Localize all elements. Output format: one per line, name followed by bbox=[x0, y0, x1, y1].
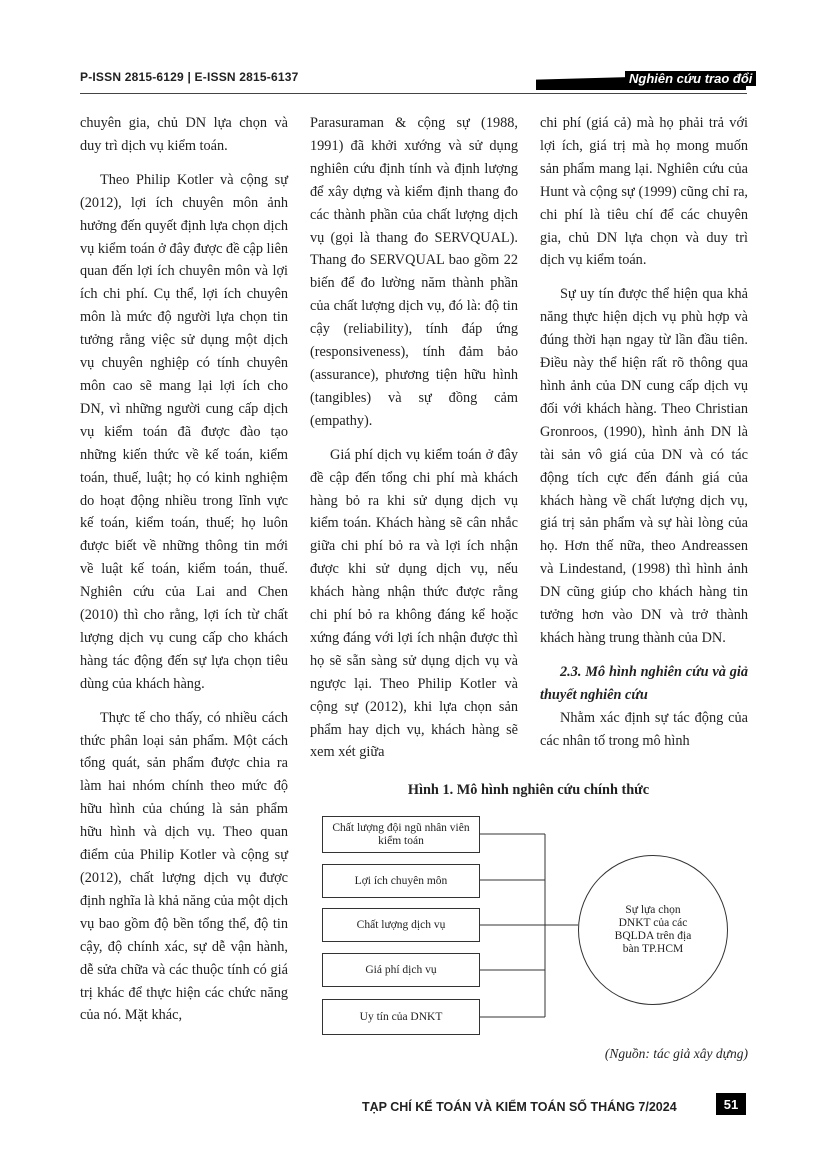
figure-source: (Nguồn: tác giả xây dựng) bbox=[604, 1046, 748, 1061]
paragraph: Giá phí dịch vụ kiểm toán ở đây đề cập đến tổng chi phí mà khách hàng bỏ ra khi sử dụng dịch vụ kiểm toán. Khách hàng sẽ cân nhắc giữa chi phí bỏ ra và lợi ích nhận được khi sử dụng dịch vụ, nếu khách hàng nhận thức được rằng chi phí bỏ ra không đáng kể hoặc xứng đáng với lợi ích nhận được thì họ sẽ sẵn sàng sử dụng dịch vụ và ngược lại. Theo Philip Kotler và cộng sự (2012), khi lựa chọn sản phẩm hay dịch vụ, khách hàng sẽ xem xét giữa bbox=[310, 446, 518, 761]
paragraph: chi phí (giá cả) mà họ phải trả với lợi ích, giá trị mà họ mong muốn sản phẩm mang lại. Nghiên cứu của Hunt và cộng sự (1999) cũng chỉ ra, chi phí là tiêu chí để các chuyên gia, chủ DN lựa chọn và duy trì dịch vụ kiểm toán. bbox=[540, 115, 748, 269]
paragraph: Nhằm xác định sự tác động của các nhân tố trong mô hình bbox=[540, 709, 748, 749]
paragraph: Theo Philip Kotler và cộng sự (2012), lợi ích chuyên môn ảnh hưởng đến quyết định lựa chọn dịch vụ kiểm toán ở đây được đề cập liên quan đến lợi ích chuyên môn và lợi ích chi phí. Cụ thể, lợi ích chuyên môn là mức độ người lựa chọn tin tưởng rằng việc sử dụng một dịch vụ chuyên nghiệp có tính chuyên môn cao sẽ mang lại lợi ích cho DN, vì những người cung cấp dịch vụ kiểm toán đã được đào tạo những kiến thức về kế toán, kiểm toán, thuế, luật; họ có kinh nghiệm do hoạt động nhiều trong lĩnh vực kế toán, kiểm toán, thuế; họ luôn được biết về những thông tin mới về luật kế toán, kiểm toán, thuế. Nghiên cứu của Lai and Chen (2010) thì cho rằng, lợi ích từ chất lượng dịch vụ cung cấp cho khách hàng tác động đến sự lựa chọn tiêu dùng của khách hàng. bbox=[80, 171, 288, 692]
section-subheading: 2.3. Mô hình nghiên cứu và giả thuyết nghiên cứu bbox=[540, 663, 748, 703]
outcome-label: Sự lựa chọn DNKT của các BQLDA trên địa bàn TP.HCM bbox=[614, 904, 692, 955]
paragraph: Parasuraman & cộng sự (1988, 1991) đã khởi xướng và sử dụng nghiên cứu định tính và định lượng để xây dựng và kiểm định thang đo các thành phần của chất lượng dịch vụ (gọi là thang đo SERVQUAL). Thang đo SERVQUAL bao gồm 22 biến để đo lường năm thành phần của chất lượng dịch vụ, đó là: độ tin cậy (reliability), tính đáp ứng (responsiveness), tính đảm bảo (assurance), phương tiện hữu hình (tangibles) và sự đồng cảm (empathy). bbox=[310, 115, 518, 429]
factor-box-service-quality: Chất lượng dịch vụ bbox=[322, 908, 480, 942]
factor-box-professional-benefit: Lợi ích chuyên môn bbox=[322, 864, 480, 898]
paragraph: Thực tế cho thấy, có nhiều cách thức phân loại sản phẩm. Một cách tổng quát, sản phẩm được chia ra làm hai nhóm chính theo mức độ hữu hình của chúng là sản phẩm hữu hình và dịch vụ. Theo quan điểm của Philip Kotler và cộng sự (2012), chất lượng dịch vụ được định nghĩa là khả năng của một dịch vụ bao gồm độ bền tổng thể, độ tin cậy, độ chính xác, sự dễ vận hành, dễ sửa chữa và các thuộc tính có giá trị khác để thực hiện các chức năng của nó. Mặt khác, bbox=[80, 709, 288, 1024]
factor-box-staff-quality: Chất lượng đội ngũ nhân viên kiểm toán bbox=[322, 816, 480, 853]
factor-box-reputation: Uy tín của DNKT bbox=[322, 999, 480, 1035]
paragraph: chuyên gia, chủ DN lựa chọn và duy trì dịch vụ kiểm toán. bbox=[80, 115, 288, 154]
paragraph: Sự uy tín được thể hiện qua khả năng thực hiện dịch vụ phù hợp và đúng thời hạn ngay từ lần đầu tiên. Điều này thể hiện rất rõ thông qua hình ảnh của DN cung cấp dịch vụ đối với khách hàng. Theo Christian Gronroos, (1990), hình ảnh DN là tài sản vô giá của DN và có tác động tích cực đến đánh giá của khách hàng về chất lượng dịch vụ, giá trị sản phẩm và sự hài lòng của họ. Hơn thế nữa, theo Andreassen và Lindestand, (1998) thì hình ảnh DN cũng giúp cho khách hàng tin tưởng hơn vào DN và trở thành khách hàng trung thành của DN. bbox=[540, 286, 748, 646]
section-title: Nghiên cứu trao đổi bbox=[625, 71, 756, 86]
page-number: 51 bbox=[716, 1093, 746, 1115]
factor-box-service-fee: Giá phí dịch vụ bbox=[322, 953, 480, 987]
figure-title: Hình 1. Mô hình nghiên cứu chính thức bbox=[407, 782, 650, 798]
issn-header: P-ISSN 2815-6129 | E-ISSN 2815-6137 bbox=[80, 70, 299, 84]
outcome-circle bbox=[578, 855, 728, 1005]
journal-footer: TẠP CHÍ KẾ TOÁN VÀ KIỂM TOÁN SỐ THÁNG 7/2024 bbox=[362, 1100, 677, 1114]
